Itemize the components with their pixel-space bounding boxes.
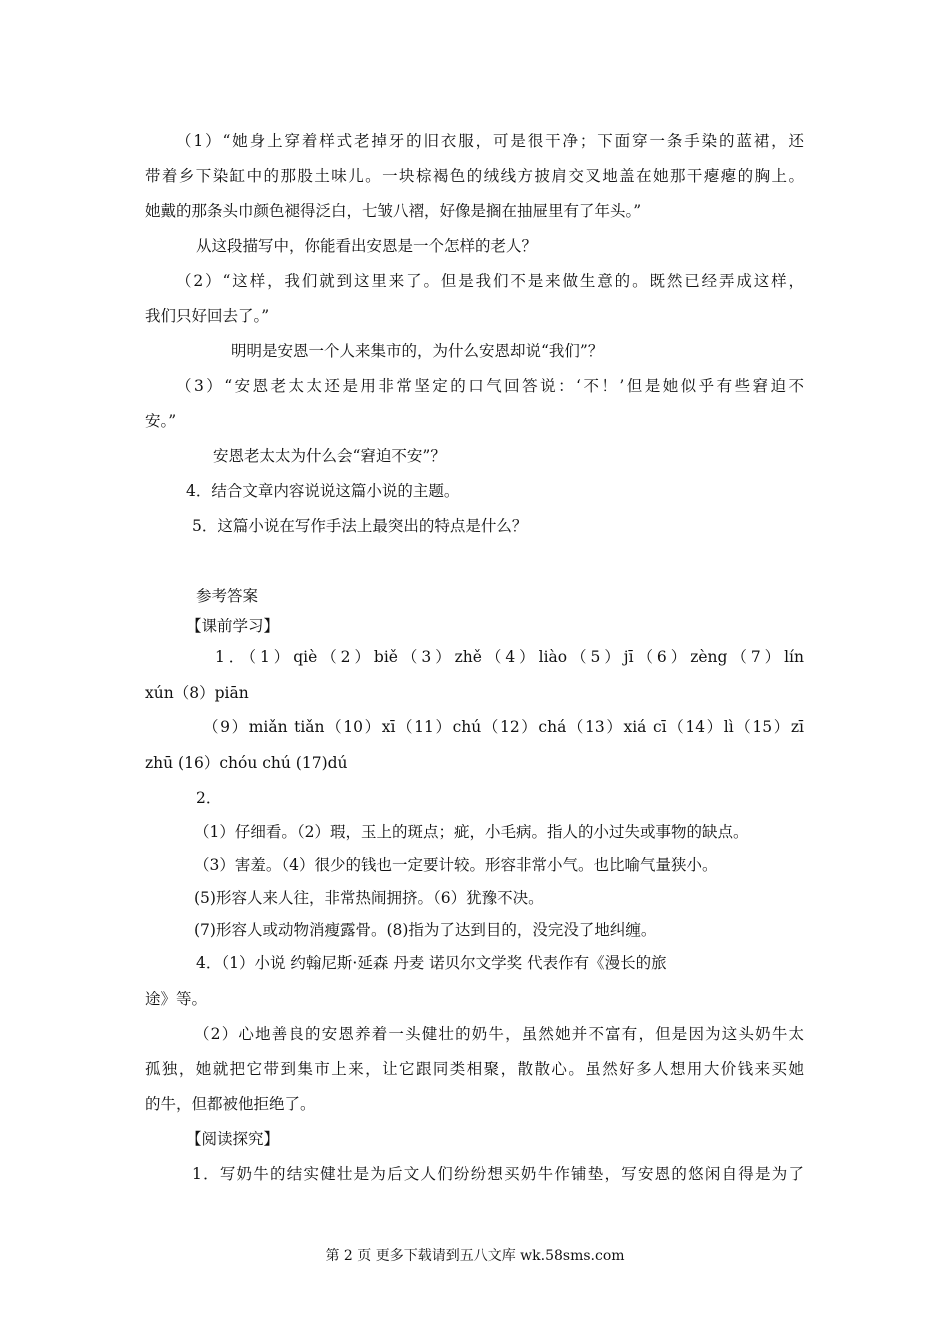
answer-2-number: 2．	[196, 789, 222, 807]
question-2-prompt: 明明是安恩一个人来集市的，为什么安恩却说“我们”？	[231, 342, 604, 360]
answer-1-line-3: （9）miǎn tiǎn（10）xī（11）chú（12）chá（13）xiá cī（14）lì（15）zī	[203, 718, 804, 736]
answer-4-2-line-1: （2）心地善良的安恩养着一头健壮的奶牛，虽然她并不富有，但是因为这头奶牛太	[194, 1025, 804, 1043]
answer-2-line-3: (5)形容人来人往，非常热闹拥挤。（6）犹豫不决。	[194, 889, 544, 907]
section-heading-pre-study: 【课前学习】	[186, 617, 280, 635]
question-1-line-3: 她戴的那条头巾颜色褪得泛白，七皱八褶，好像是搁在抽屉里有了年头。”	[145, 202, 642, 220]
answer-2-line-2: （3）害羞。（4）很少的钱也一定要计较。形容非常小气。也比喻气量狭小。	[194, 856, 718, 874]
answer-4-2-line-2: 孤独，她就把它带到集市上来，让它跟同类相聚，散散心。虽然好多人想用大价钱来买她	[145, 1060, 804, 1078]
reading-answer-1-line-1: 1．写奶牛的结实健壮是为后文人们纷纷想买奶牛作铺垫，写安恩的悠闲自得是为了	[192, 1165, 804, 1183]
answer-4-line-1: 4．（1）小说 约翰尼斯·延森 丹麦 诺贝尔文学奖 代表作有《漫长的旅	[196, 954, 667, 972]
question-3-prompt: 安恩老太太为什么会“窘迫不安”？	[213, 447, 446, 465]
answers-title: 参考答案	[196, 587, 259, 605]
answer-1-line-2: xún（8）piān	[145, 684, 249, 702]
answer-2-line-1: （1）仔细看。（2）瑕，玉上的斑点；疵，小毛病。指人的小过失或事物的缺点。	[194, 823, 749, 841]
answer-4-2-line-3: 的牛，但都被他拒绝了。	[145, 1095, 316, 1113]
question-2-line-2: 我们只好回去了。”	[145, 307, 270, 325]
question-2-line-1: （2）“这样，我们就到这里来了。但是我们不是来做生意的。既然已经弄成这样，	[176, 272, 804, 290]
question-3-line-1: （3）“安恩老太太还是用非常坚定的口气回答说：‘不！’但是她似乎有些窘迫不	[176, 377, 804, 395]
question-5: 5．这篇小说在写作手法上最突出的特点是什么？	[192, 517, 528, 535]
answer-4-line-2: 途》等。	[145, 990, 208, 1008]
question-3-line-2: 安。”	[145, 412, 177, 430]
question-1-line-2: 带着乡下染缸中的那股土味儿。一块棕褐色的绒线方披肩交叉地盖在她那干瘪瘪的胸上。	[145, 167, 804, 185]
answer-1-line-1: 1．（1）qiè（2）biě（3）zhě（4）liào（5）jī（6）zèng（7）lín	[215, 648, 804, 666]
answer-1-line-4: zhū (16）chóu chú (17)dú	[145, 754, 348, 772]
question-1-line-1: （1）“她身上穿着样式老掉牙的旧衣服，可是很干净；下面穿一条手染的蓝裙，还	[176, 132, 804, 150]
question-4: 4．结合文章内容说说这篇小说的主题。	[186, 482, 460, 500]
section-heading-reading: 【阅读探究】	[186, 1130, 280, 1148]
question-1-prompt: 从这段描写中，你能看出安恩是一个怎样的老人？	[196, 237, 538, 255]
page-footer: 第 2 页 更多下载请到五八文库 wk.58sms.com	[325, 1248, 625, 1264]
answer-2-line-4: (7)形容人或动物消瘦露骨。(8)指为了达到目的，没完没了地纠缠。	[194, 921, 657, 939]
